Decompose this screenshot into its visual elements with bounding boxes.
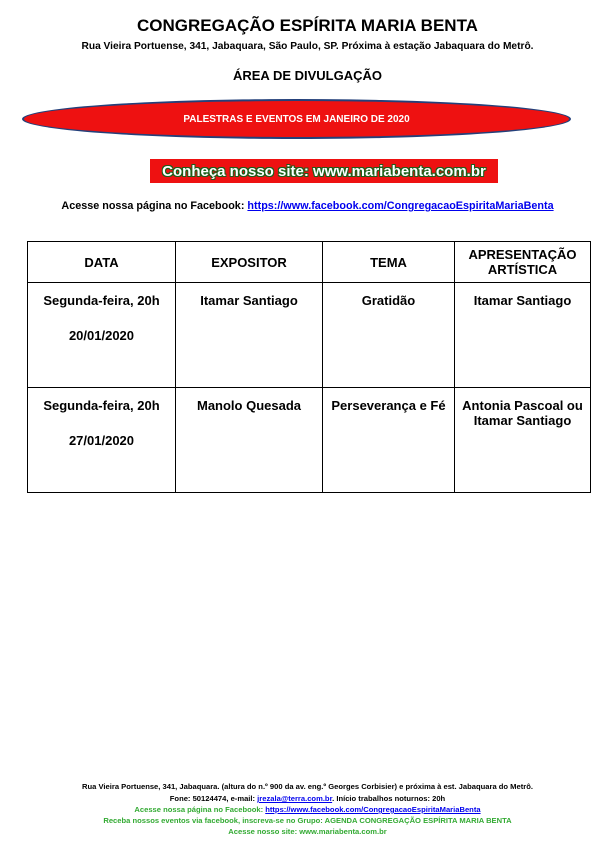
schedule-table <box>27 241 591 493</box>
footer-phone: Fone: 50124474, e-mail: <box>169 794 258 803</box>
table-header-row <box>28 242 591 283</box>
theme-cell: Perseverança e Fé <box>323 388 455 493</box>
date-day: Segunda-feira, 20h <box>43 398 160 413</box>
date-date: 27/01/2020 <box>68 433 135 448</box>
speaker-cell: Itamar Santiago <box>176 283 323 388</box>
footer-facebook-prefix: Acesse nossa página no Facebook: <box>134 805 266 814</box>
column-header-theme: TEMA <box>323 242 455 283</box>
column-header-date: DATA <box>28 242 176 283</box>
column-header-artistic: APRESENTAÇÃO ARTÍSTICA <box>455 242 591 283</box>
footer-contact <box>0 794 615 803</box>
table-row <box>28 388 591 493</box>
address-line: Rua Vieira Portuense, 341, Jabaquara, São Paulo, SP. Próxima à estação Jabaquara do Metrô. <box>81 41 534 52</box>
footer-facebook <box>0 805 615 814</box>
organization-title: CONGREGAÇÃO ESPÍRITA MARIA BENTA <box>137 16 478 35</box>
table-row <box>28 283 591 388</box>
site-banner-text: Conheça nosso site: www.mariabenta.com.br <box>162 162 486 180</box>
site-banner <box>150 159 498 183</box>
facebook-link[interactable]: https://www.facebook.com/CongregacaoEspiritaMariaBenta <box>247 200 554 212</box>
footer-hours: . Início trabalhos noturnos: 20h <box>332 794 446 803</box>
facebook-line <box>0 200 615 212</box>
artistic-cell: Itamar Santiago <box>455 283 591 388</box>
footer-facebook-link[interactable]: https://www.facebook.com/CongregacaoEspiritaMariaBenta <box>265 805 481 814</box>
date-date: 20/01/2020 <box>68 328 135 343</box>
footer-email-link[interactable]: jrezala@terra.com.br <box>257 794 333 803</box>
date-day: Segunda-feira, 20h <box>43 293 160 308</box>
events-banner <box>22 99 571 139</box>
footer-site: Acesse nosso site: www.mariabenta.com.br <box>228 827 387 836</box>
date-cell <box>28 283 176 388</box>
facebook-prefix: Acesse nossa página no Facebook: <box>61 200 248 212</box>
area-title: ÁREA DE DIVULGAÇÃO <box>232 68 383 83</box>
speaker-cell: Manolo Quesada <box>176 388 323 493</box>
theme-cell: Gratidão <box>323 283 455 388</box>
date-cell <box>28 388 176 493</box>
events-banner-text: PALESTRAS E EVENTOS EM JANEIRO DE 2020 <box>183 113 410 125</box>
footer-group: Receba nossos eventos via facebook, inscreva-se no Grupo: AGENDA CONGREGAÇÃO ESPÍRITA MARIA BENTA <box>103 816 512 825</box>
column-header-speaker: EXPOSITOR <box>176 242 323 283</box>
artistic-cell: Antonia Pascoal ou Itamar Santiago <box>455 388 591 493</box>
footer-address: Rua Vieira Portuense, 341, Jabaquara. (altura do n.º 900 da av. eng.º Georges Corbisier) e próxima à est. Jabaquara do Metrô. <box>82 782 533 791</box>
